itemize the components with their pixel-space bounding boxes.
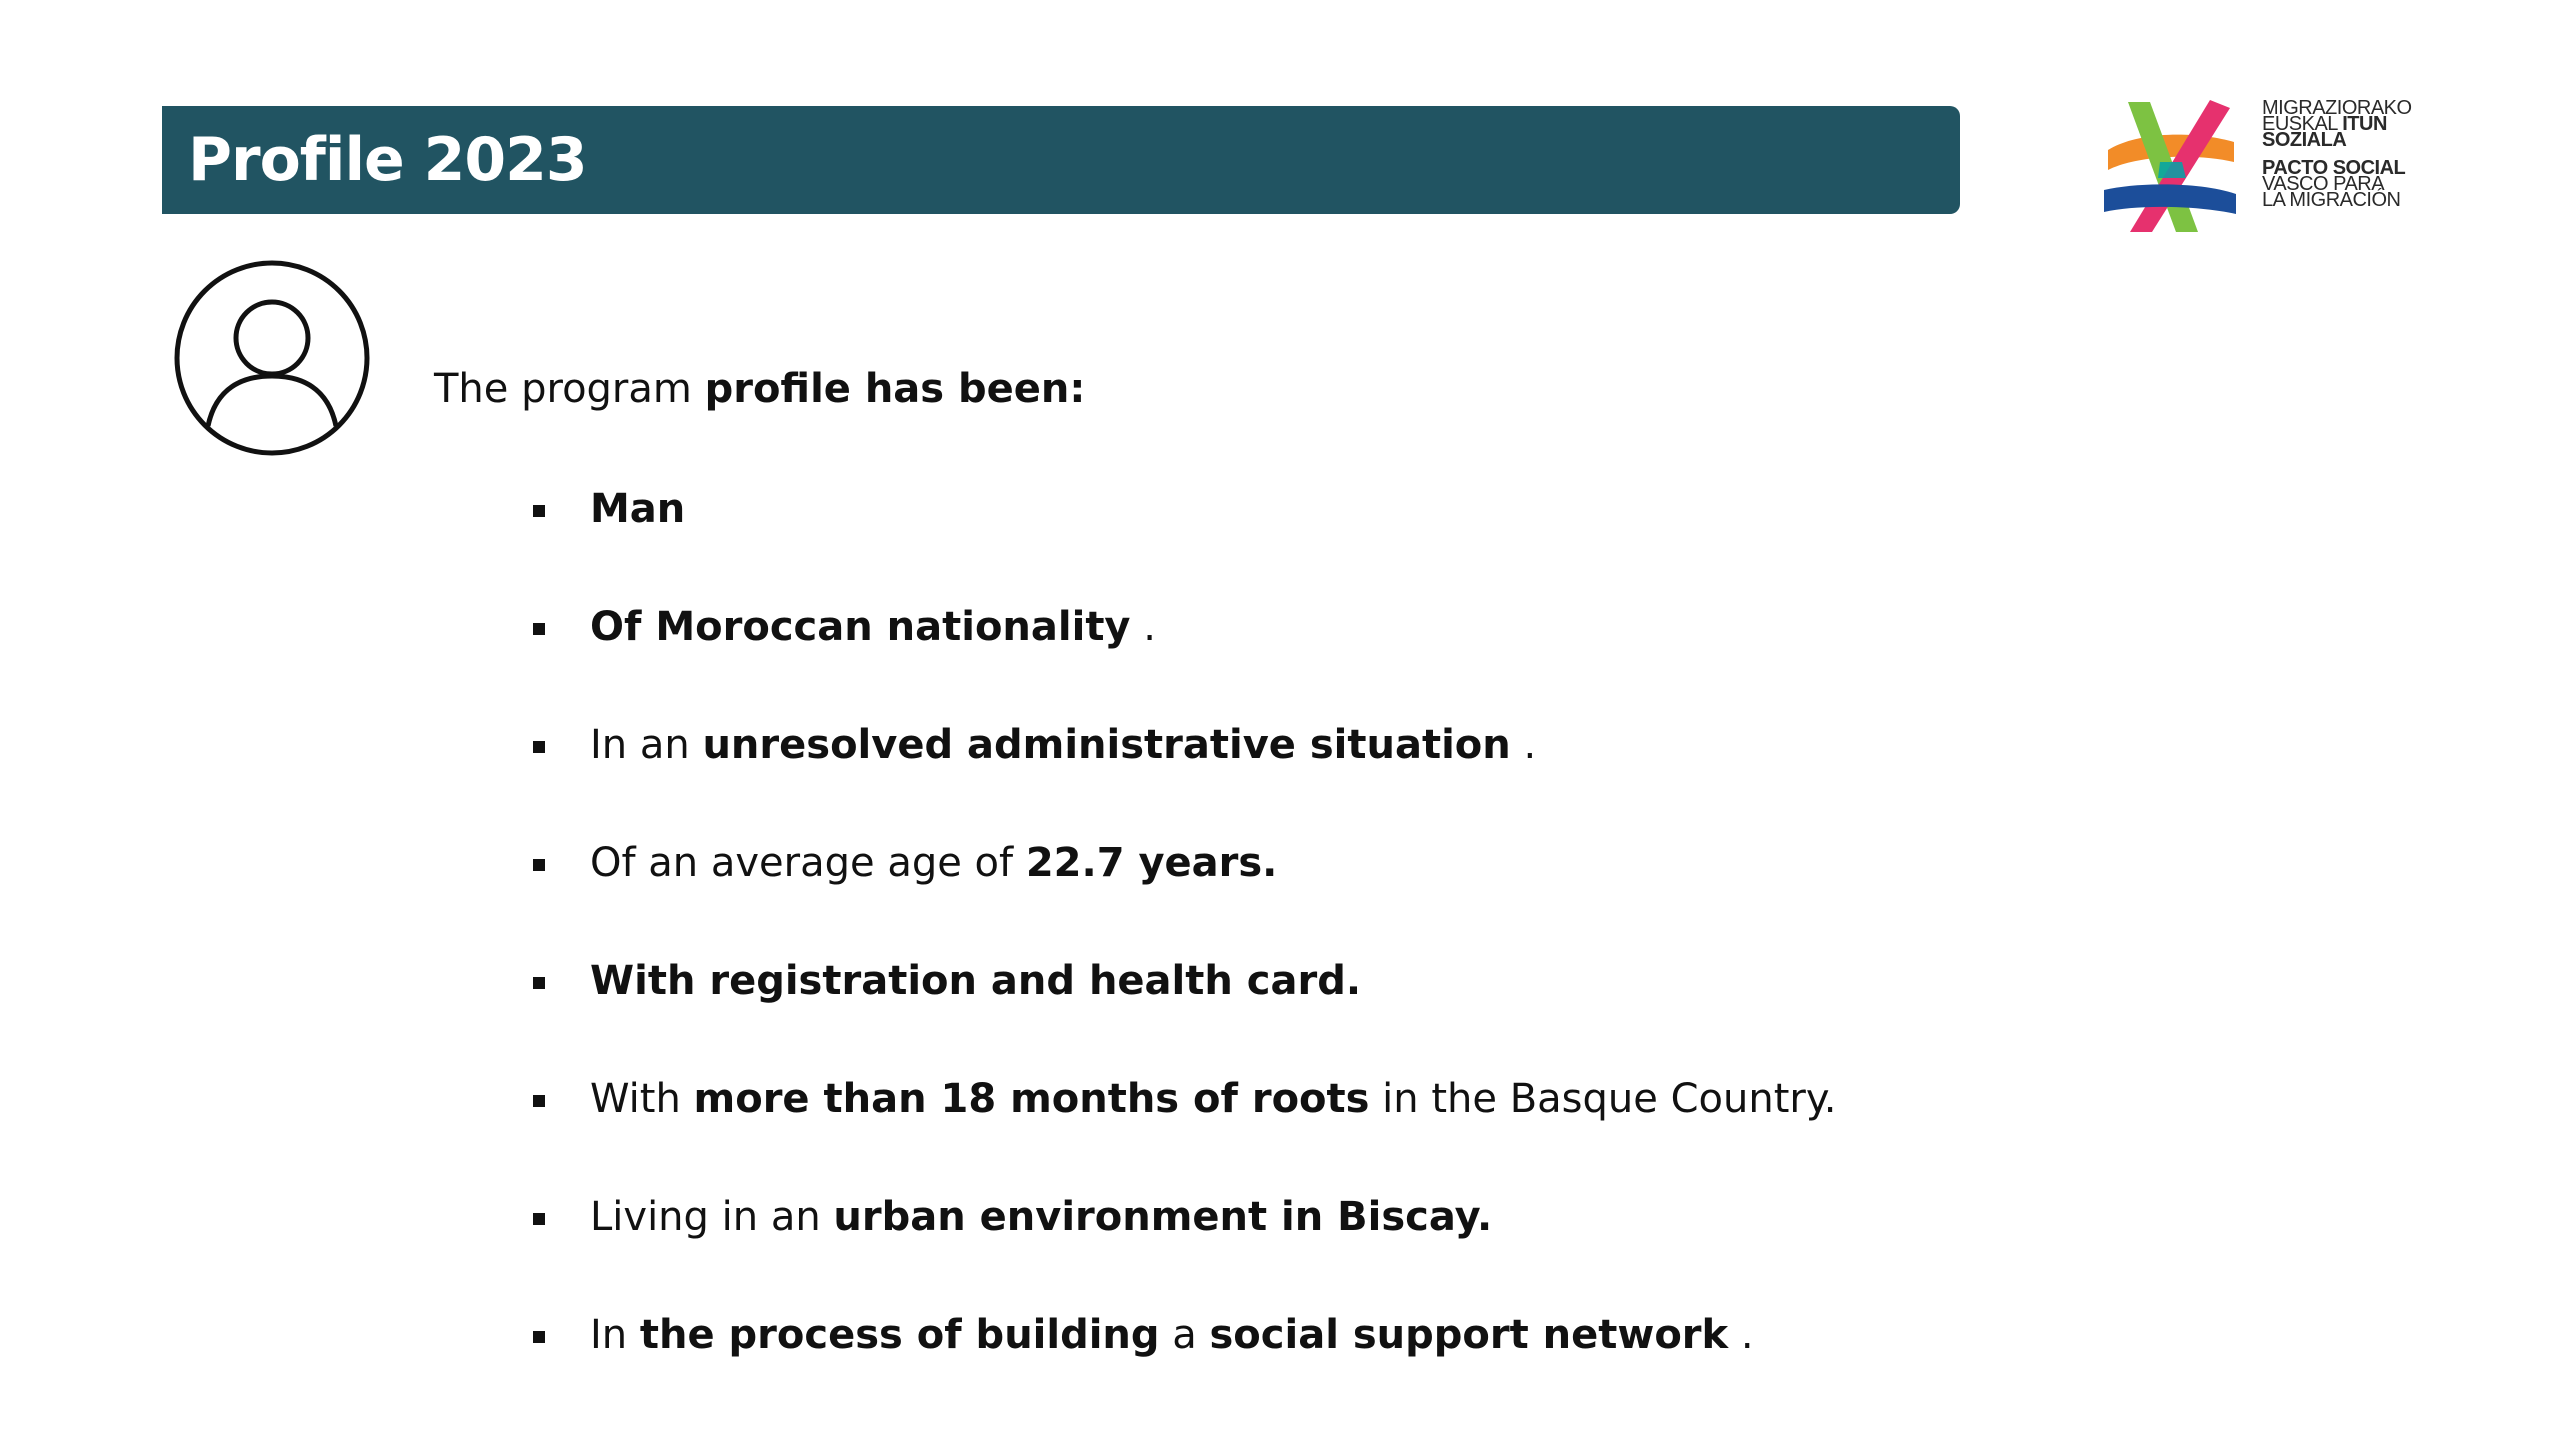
list-item: Of an average age of 22.7 years. bbox=[530, 830, 1837, 948]
intro-text: The program profile has been: bbox=[434, 366, 1086, 412]
list-item: Man bbox=[530, 476, 1837, 594]
title-bar bbox=[162, 106, 1960, 214]
profile-bullet-list bbox=[530, 476, 1837, 1420]
user-profile-icon bbox=[172, 258, 372, 458]
bullet-square-icon bbox=[533, 505, 545, 517]
bullet-square-icon bbox=[533, 741, 545, 753]
bullet-square-icon bbox=[533, 859, 545, 871]
logo bbox=[2100, 98, 2420, 243]
bullet-square-icon bbox=[533, 977, 545, 989]
bullet-square-icon bbox=[533, 1213, 545, 1225]
list-item: Living in an urban environment in Biscay. bbox=[530, 1184, 1837, 1302]
bullet-square-icon bbox=[533, 623, 545, 635]
list-item: In an unresolved administrative situation . bbox=[530, 712, 1837, 830]
logo-text: MIGRAZIORAKO EUSKAL ITUN SOZIALA PACTO SOCIAL VASCO PARA LA MIGRACIÓN bbox=[2262, 97, 2412, 211]
bullet-square-icon bbox=[533, 1095, 545, 1107]
pacto-social-logo-icon bbox=[2100, 98, 2242, 236]
list-item: Of Moroccan nationality . bbox=[530, 594, 1837, 712]
list-item: In the process of building a social support network . bbox=[530, 1302, 1837, 1420]
page-title: Profile 2023 bbox=[188, 125, 587, 195]
list-item: With more than 18 months of roots in the Basque Country. bbox=[530, 1066, 1837, 1184]
bullet-square-icon bbox=[533, 1331, 545, 1343]
list-item: With registration and health card. bbox=[530, 948, 1837, 1066]
